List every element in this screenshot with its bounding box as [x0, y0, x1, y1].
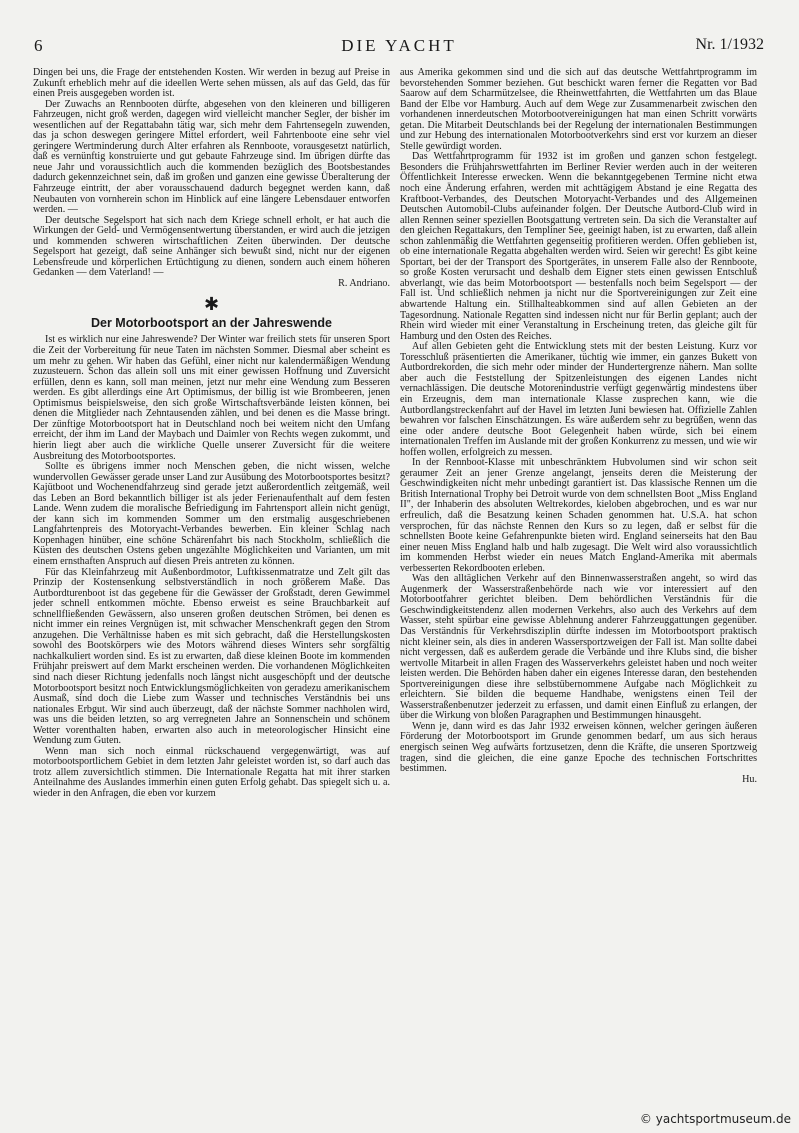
paragraph: In der Rennboot-Klasse mit unbeschränktem Hubvolumen sind wir schon seit geraumer Zeit an jener Grenze angelangt, jenseits deren die Meisterung der Geschwindigkeiten nicht mehr unbedingt garantiert ist. Das klassische Rennen um die British International Trophy bei Detroit wurde von dem schnellsten Boot „Miss England II", der Inhaberin des absoluten Weltrekordes, kieloben abgebrochen, und es war nur erfreulich, daß die Besatzung keinen Schaden genommen hat. U.S.A. hat schon versprochen, für das nächste Rennen den Kurs so zu legen, daß er selbst für die schnellsten Boote keine Gefahrenpunkte bieten wird. England seinerseits hat den Bau einer neuen Miss England halb und halb zugesagt. Die Welt wird also voraussichtlich im kommenden Herbst wieder ein neues Match England-Amerika mit abermals verbesserten Rekordbooten erleben.	[400, 457, 757, 574]
journal-title: DIE YACHT	[341, 36, 457, 55]
left-column	[33, 68, 390, 1084]
author-signature: R. Andriano.	[338, 277, 390, 289]
paragraph: Der Zuwachs an Rennbooten dürfte, abgesehen von den kleineren und billigeren Fahrzeugen, nicht groß werden, dagegen wird vielleicht mancher Segler, der bisher im wesentlichen auf der Regattabahn tätig war, sich mehr dem Fahrtensegeln zuwenden, das ja schon deswegen geringere Mittel erfordert, weil Fahrtenboote eine sehr viel geringere Wertminderung durch Alter erfahren als Rennboote, vorausgesetzt natürlich, daß es vernünftig konstruierte und gut gebaute Fahrzeuge sind. Im übrigen dürfte das neue Jahr und voraussichtlich auch die kommenden bezüglich des Bootsbestandes dadurch gekennzeichnet sein, daß im großen und ganzen eine gewisse Überalterung der Fahrzeuge eintritt, der aber vorausschauend dadurch begegnet werden kann, daß Neubauten von vornherein schon im Hinblick auf eine längere Lebensdauer entworfen werden. —	[33, 98, 390, 216]
issue-number: Nr. 1/1932	[695, 36, 764, 53]
page-header	[34, 36, 764, 66]
article-title: Der Motorbootsport an der Jahreswende	[90, 316, 332, 331]
asterisk-ornament-icon: ✱	[203, 294, 220, 315]
paragraph: Für das Kleinfahrzeug mit Außenbordmotor, Luftkissenmatratze und Zelt gilt das Prinzip der Kostensenkung selbstverständlich in noch größerem Maße. Das Autbordturenboot ist das gegebene für die Gewässer der Großstadt, deren Gewimmel jeder schnell entkommen möchte. Ebenso erweist es seine Brauchbarkeit auf schnellfließenden Gewässern, also unseren großen deutschen Strömen, bei denen es nicht immer ein reines Vergnügen ist, mit schwacher Menschenkraft gegen den Strom anzugehen. Die Verhältnisse haben es mit sich gebracht, daß die Herstellungskosten sowohl des Bootskörpers wie des Motors während dieses Winters sehr sorgfältig nachkalkuliert worden sind. Es ist zu erwarten, daß diese kleinen Boote im kommenden Frühjahr preiswert auf dem Markt erscheinen werden. Die vorhandenen Möglichkeiten sind nach dieser Richtung jedenfalls noch längst nicht ausgeschöpft und der deutsche Motorbootsport besitzt noch Entwicklungsmöglichkeiten von geradezu amerikanischem Ausmaß, sind doch die Liebe zum Wasser und technisches Verständnis bei uns nationales Erbgut. Wir sind auch überzeugt, daß der nächste Sommer nachholen wird, was uns die beiden letzten, so arg verregneten Jahre an Sonnenschein und schönem Wetter vorenthalten haben, erwarten also auch in meteorologischer Hinsicht eine Wendung zum Guten.	[33, 566, 390, 747]
paragraph: Auf allen Gebieten geht die Entwicklung stets mit der besten Leistung. Kurz vor Toresschluß präsentierten die Amerikaner, tüchtig wie immer, ein ganzes Bukett von Autbordrekorden, die sich mehr oder minder der Hundertergrenze nähern. Man sollte aber auch die Feststellung der Spitzenleistungen des eigenen Landes nicht vernachlässigen. Die deutsche Motorenindustrie verfügt gegenwärtig mindestens über ein Erzeugnis, dem man internationale Klasse zusprechen kann, wie die Autbordlangstreckenfahrt auf der Havel im letzten Juni bewiesen hat. Offizielle Zahlen bewahren vor falschen Einschätzungen. Es wäre außerdem sehr zu begrüßen, wenn das eine oder andere deutsche Boot Gelegenheit haben würde, sich bei einem internationalen Treffen im Auslande mit der großen Konkurrenz zu messen, und wie wir hoffen wollen, erfolgreich zu messen.	[400, 341, 757, 458]
author-signature: Hu.	[742, 773, 757, 785]
paragraph: Was den alltäglichen Verkehr auf den Binnenwasserstraßen angeht, so wird das Augenmerk der Wasserstraßenbehörde nach wie vor interessiert auf den Motorbootfahrer gerichtet bleiben. Dem behördlichen Verständnis für die Geschwindigkeitstendenz allen modernen Verkehrs, also auch des Verkehrs auf dem Wasser, steht spürbar eine gewisse Ablehnung anderer Fahrzeuggattungen gegenüber. Das Verständnis für Verkehrsdisziplin dürfte indessen im Motorbootsport praktisch nicht kleiner sein, als dies in anderen Wassersportzweigen der Fall ist. Man sollte dabei nicht vergessen, daß es außerdem gerade die Verbände und ihre Klubs sind, die bisher wertvolle Mitarbeit in allen Fragen des Wasserverkehrs geleistet haben und noch weiter leisten werden. Die Behörden haben daher ein eigenes Interesse daran, den bestehenden Sportvereinigungen diese ihre selbstübernommene Aufgabe nach Möglichkeit zu erleichtern. Sie bilden die bequeme Handhabe, wenigstens einen Teil der Wasserstraßenbenutzer jederzeit zu erfassen, und damit einen Einfluß zu erlangen, der über die Wirkung von bloßen Paragraphen und Bestimmungen hinausgeht.	[400, 573, 757, 722]
paragraph: Das Wettfahrtprogramm für 1932 ist im großen und ganzen schon festgelegt. Besonders die Frühjahrswettfahrten im Berliner Revier werden auch in der weiteren Öffentlichkeit Interesse erwecken. Wenn die bekanntgegebenen Termine nicht etwa noch eine Änderung erfahren, werden mit achttägigem Abstand je eine Regatta des Kraftboot-Verbandes, des Deutschen Motoryacht-Verbandes und des Allgemeinen Deutschen Automobil-Clubs aufeinander folgen. Der Deutsche Autbord-Club wird in allen Rennen seiner speziellen Bootsgattung vertreten sein. Da sich die Veranstalter auf den gleichen Regattakurs, den Templiner See, geeinigt haben, ist zu erwarten, daß allein schon zahlenmäßig die Wettfahrten gegenseitig profitieren werden. Offen geblieben ist, ob eine internationale Regatta abgehalten werden wird. Seien wir gerecht! Es gibt keine Sportart, bei der der Transport des Sportgerätes, in unserem Falle also der Rennboote, so große Kosten verursacht und deshalb dem Eigner stets einen gewissen Entschluß abverlangt, wie das beim Motorbootsport — bestenfalls noch beim Segelsport — der Fall ist. Und schließlich nehmen ja nicht nur die Sportvereinigungen zur Zeit eine abwartende Haltung ein. Stillhalteabkommen sind auf allen Gebieten an der Tagesordnung. Nationale Regatten sind indessen nicht nur für Berlin geplant; auch der Rhein wird wieder mit einer Veranstaltung in Erscheinung treten, das gleiche gilt für Hamburg und den Osten des Reiches.	[400, 151, 757, 342]
page-number: 6	[34, 36, 43, 55]
right-column	[400, 68, 757, 1084]
paragraph: Wenn je, dann wird es das Jahr 1932 erweisen können, welcher geringen äußeren Förderung der Motorbootsport im Grunde genommen bedarf, um aus sich heraus energisch seinen Weg aufwärts fortzusetzen, denn die Kräfte, die unseren Sportzweig tragen, sind die gleichen, die eine ganze Epoche des technischen Fortschrittes bestimmen.	[400, 720, 757, 775]
paragraph: Der deutsche Segelsport hat sich nach dem Kriege schnell erholt, er hat auch die Wirkungen der Geld- und Vermögensentwertung überstanden, er wird auch die jetzigen und kommenden schweren wirtschaftlichen Zeiten überwinden. Der deutsche Segelsport hat gezeigt, daß seine Anhänger sich bewußt sind, nicht nur der eigenen Lebensfreude und körperlichen Ertüchtigung zu dienen, sondern auch einem höheren Gedanken — dem Vaterland! —	[33, 214, 390, 279]
paragraph: Dingen bei uns, die Frage der entstehenden Kosten. Wir werden in bezug auf Preise in Zukunft erheblich mehr auf die ideellen Werte sehen müssen, als auf das Geld, das für einen Preis ausgegeben worden ist.	[33, 68, 390, 100]
paragraph: Sollte es übrigens immer noch Menschen geben, die nicht wissen, welche wundervollen Gewässer gerade unser Land zur Ausübung des Motorbootsportes besitzt? Kajütboot und Wochenendfahrzeug sind gerade jetzt außerordentlich zeitgemäß, weil das Leben an Bord bekanntlich billiger ist als jeder Ferienaufenthalt auf dem festen Lande. Wenn zudem die moralische Befriedigung im Fahrtensport allein nicht genügt, der kann sich im kommenden Sommer um den erstmalig ausgeschriebenen Langfahrtenpreis des Motoryacht-Verbandes bewerben. Ein kleiner Schlag nach Kopenhagen hinüber, eine schöne Schärenfahrt bis nach Stockholm, schließlich die Küsten des deutschen Ostens geben ungezählte Möglichkeiten und Varianten, um mit einem ernsthaften Anspruch auf diesen Preis antreten zu können.	[33, 461, 390, 567]
paragraph: Wenn man sich noch einmal rückschauend vergegenwärtigt, was auf motorbootsportlichem Gebiet in dem letzten Jahr geleistet worden ist, so darf auch das trotz allem zuversichtlich stimmen. Die Internationale Regatta hat mit ihrer starken Anteilnahme des Auslandes immerhin einen guten Erfolg gehabt. Das spiegelt sich u. a. wieder in den Anfragen, die eben vor kurzem	[33, 745, 390, 799]
copyright-watermark: © yachtsportmuseum.de	[639, 1112, 791, 1126]
paragraph: Ist es wirklich nur eine Jahreswende? Der Winter war freilich stets für unseren Sport die Zeit der Vorbereitung für neue Taten im nächsten Sommer. Diesmal aber scheint es um mehr zu gehen. Wir haben das Gefühl, einer nicht nur kalendermäßigen Wendung zuzusteuern. Schon das allein soll uns mit einer gewissen Hoffnung und Zuversicht erfüllen, denn es kann, soll man meinen, jetzt nur mehr eine Wendung zum Besseren werden. Es gibt allerdings eine Art Optimismus, der billig ist wie Brombeeren, jenen Optimismus beispielsweise, den sich große Wirtschaftsverbände leisten können, bei denen die Mitglieder nach Zehntausenden zählen, und bei denen es die Masse bringt. Der zünftige Motorbootsport hat in Deutschland noch bei weitem nicht den Umfang erreicht, der ihm im Land der Maybach und Daimler von Rechts wegen zukommt, und hierin liegt aber auch die wirkliche Quelle unserer Zuversicht für die weitere Ausbreitung des Motorbootsportes.	[33, 334, 390, 462]
paragraph: aus Amerika gekommen sind und die sich auf das deutsche Wettfahrtprogramm im bevorstehenden Sommer beziehen. Gut beschickt waren ferner die Regatten vor Bad Saarow auf dem Scharmützelsee, die Rheinwettfahrten, die Wettfahrten um das Blaue Band der Elbe vor Hamburg. Auch auf dem Wege zur Zusammenarbeit zwischen den vorhandenen innerdeutschen Motorbootvereinigungen hat man einen Schritt vorwärts getan. Die Mitarbeit Deutschlands bei der Regelung der internationalen Bestimmungen und zur Hebung des internationalen Motorbootverkehrs sind erst vor kurzem an dieser Stelle gewürdigt worden.	[400, 68, 757, 152]
